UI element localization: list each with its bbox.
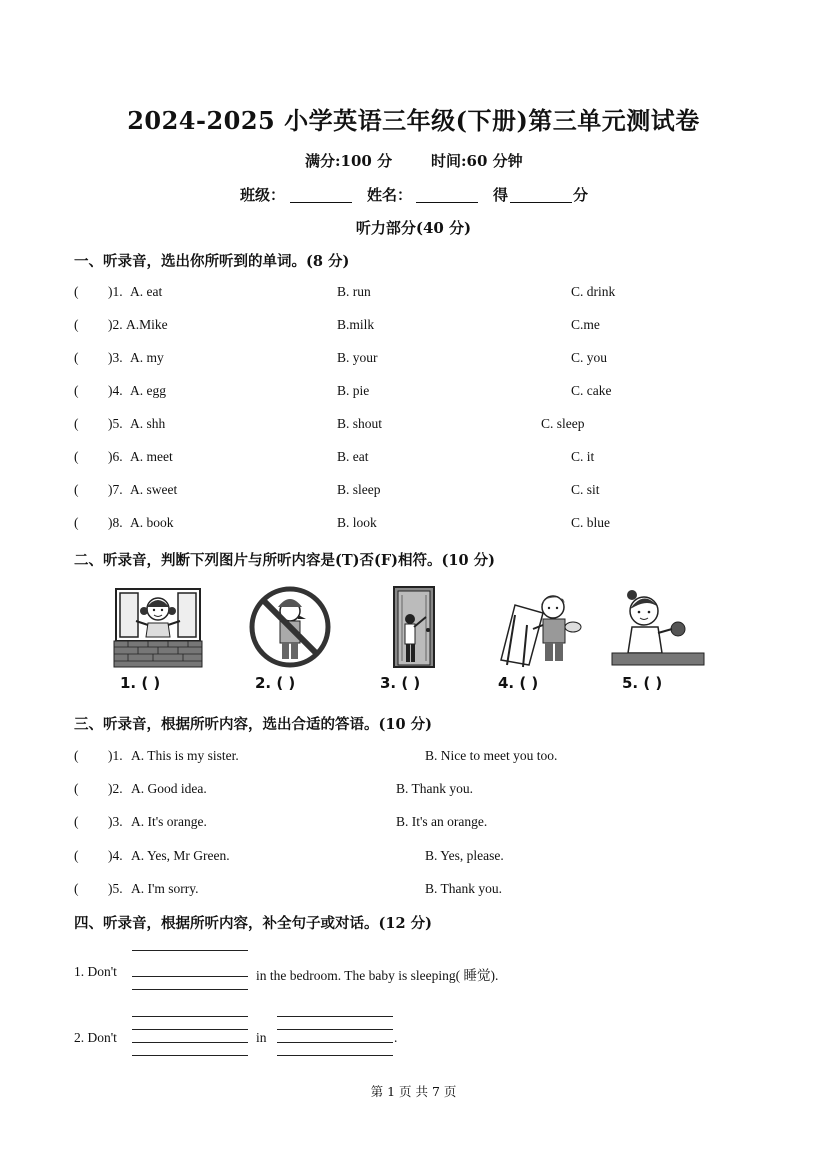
option-b: B. Thank you. (396, 781, 473, 796)
item-number: )1. (108, 748, 123, 763)
answer-bracket[interactable]: ( (74, 748, 79, 763)
item-number: )2. (108, 317, 123, 332)
item-number: )5. (108, 881, 123, 896)
answer-line[interactable] (132, 1055, 248, 1056)
option-a: A. This is my sister. (131, 748, 239, 763)
section2-heading: 二、听录音，判断下列图片与所听内容是(T)否(F)相符。(10 分) (74, 552, 495, 569)
option-c: C. you (571, 350, 608, 365)
q1-prefix: 1. Don't (74, 964, 117, 979)
answer-line[interactable] (277, 1042, 393, 1043)
option-b: B. eat (337, 449, 369, 464)
picture-2-no-shouting (240, 585, 340, 670)
option-a: A. Good idea. (131, 781, 207, 796)
option-a: A. my (130, 350, 164, 365)
picture-3-label[interactable]: 3. ( ) (380, 674, 421, 692)
item-number: )6. (108, 449, 123, 464)
answer-bracket[interactable]: ( (74, 350, 79, 365)
option-a: A. eat (130, 284, 163, 299)
option-b: B. your (337, 350, 378, 365)
option-b: B. shout (337, 416, 383, 431)
picture-3-person-at-door (366, 585, 466, 670)
answer-line[interactable] (132, 950, 248, 951)
answer-line[interactable] (132, 989, 248, 990)
picture-2-label[interactable]: 2. ( ) (255, 674, 296, 692)
option-a: A. It's orange. (131, 814, 207, 829)
answer-line[interactable] (277, 1029, 393, 1030)
option-b: B. pie (337, 383, 370, 398)
answer-bracket[interactable]: ( (74, 848, 79, 863)
option-a: A. shh (130, 416, 166, 431)
option-a: A.Mike (126, 317, 168, 332)
option-c: C. it (571, 449, 595, 464)
option-a: A. egg (130, 383, 166, 398)
option-b: B. Yes, please. (425, 848, 504, 863)
answer-bracket[interactable]: ( (74, 317, 79, 332)
option-a: A. Yes, Mr Green. (131, 848, 230, 863)
page-title: 2024-2025 小学英语三年级(下册)第三单元测试卷 (127, 106, 700, 135)
q2-end: . (394, 1030, 398, 1045)
full-score: 满分:100 分 (305, 152, 393, 170)
section3-heading: 三、听录音，根据所听内容，选出合适的答语。(10 分) (74, 716, 432, 733)
picture-5-girl-eating (608, 585, 708, 670)
answer-line[interactable] (132, 1016, 248, 1017)
option-b: B. sleep (337, 482, 381, 497)
option-b: B. It's an orange. (396, 814, 488, 829)
section1-heading: 一、听录音，选出你所听到的单词。(8 分) (74, 253, 350, 270)
option-b: B. Nice to meet you too. (425, 748, 558, 763)
score-blank[interactable] (510, 184, 572, 203)
answer-bracket[interactable]: ( (74, 781, 79, 796)
picture-1-girl-at-window (108, 585, 208, 670)
answer-bracket[interactable]: ( (74, 881, 79, 896)
option-c: C. cake (571, 383, 612, 398)
option-b: B. look (337, 515, 377, 530)
item-number: )8. (108, 515, 123, 530)
item-number: )1. (108, 284, 123, 299)
answer-line[interactable] (132, 976, 248, 977)
item-number: )2. (108, 781, 123, 796)
option-c: C. blue (571, 515, 610, 530)
name-label: 姓名： (367, 186, 413, 204)
answer-bracket[interactable]: ( (74, 449, 79, 464)
answer-bracket[interactable]: ( (74, 482, 79, 497)
option-b: B. run (337, 284, 371, 299)
answer-bracket[interactable]: ( (74, 814, 79, 829)
option-c: C.me (571, 317, 600, 332)
option-a: A. meet (130, 449, 173, 464)
listening-header: 听力部分(40 分) (355, 219, 472, 237)
answer-bracket[interactable]: ( (74, 383, 79, 398)
item-number: )3. (108, 814, 123, 829)
score-unit: 分 (573, 186, 589, 204)
score-label: 得 (493, 186, 509, 204)
option-b: B.milk (337, 317, 375, 332)
item-number: )3. (108, 350, 123, 365)
q2-prefix: 2. Don't (74, 1030, 117, 1045)
picture-4-label[interactable]: 4. ( ) (498, 674, 539, 692)
item-number: )4. (108, 383, 123, 398)
option-a: A. sweet (130, 482, 178, 497)
option-b: B. Thank you. (425, 881, 502, 896)
answer-bracket[interactable]: ( (74, 515, 79, 530)
answer-line[interactable] (132, 1042, 248, 1043)
answer-line[interactable] (132, 1029, 248, 1030)
item-number: )4. (108, 848, 123, 863)
section4-heading: 四、听录音，根据所听内容，补全句子或对话。(12 分) (74, 915, 432, 932)
answer-line[interactable] (277, 1055, 393, 1056)
page-footer: 第 1 页 共 7 页 (370, 1084, 457, 1099)
option-a: A. I'm sorry. (131, 881, 199, 896)
option-c: C. sleep (541, 416, 585, 431)
item-number: )5. (108, 416, 123, 431)
item-number: )7. (108, 482, 123, 497)
picture-4-boy-painting (493, 585, 593, 670)
option-a: A. book (130, 515, 174, 530)
q1-suffix: in the bedroom. The baby is sleeping( 睡觉). (256, 968, 499, 983)
answer-bracket[interactable]: ( (74, 416, 79, 431)
option-c: C. sit (571, 482, 600, 497)
class-label: 班级： (240, 186, 286, 204)
answer-bracket[interactable]: ( (74, 284, 79, 299)
class-blank[interactable] (290, 184, 352, 203)
option-c: C. drink (571, 284, 616, 299)
picture-1-label[interactable]: 1. ( ) (120, 674, 161, 692)
time-limit: 时间:60 分钟 (431, 152, 523, 170)
answer-line[interactable] (277, 1016, 393, 1017)
q2-mid: in (256, 1030, 267, 1045)
picture-5-label[interactable]: 5. ( ) (622, 674, 663, 692)
name-blank[interactable] (416, 184, 478, 203)
